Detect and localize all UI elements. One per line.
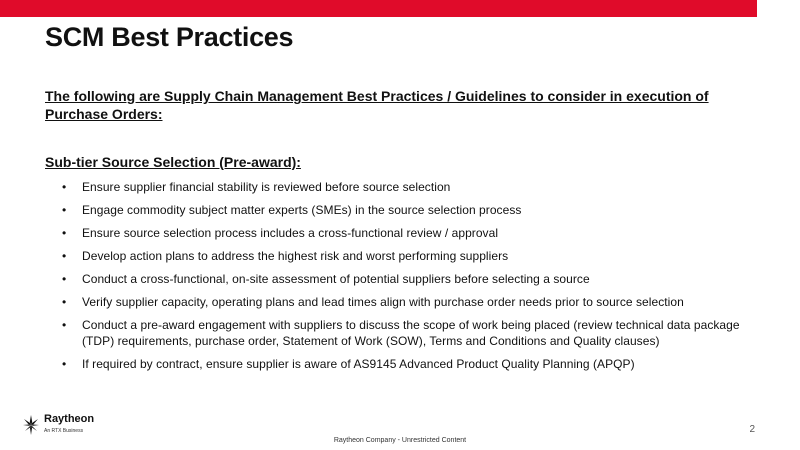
bullet-item	[62, 317, 762, 349]
bullet-text: Engage commodity subject matter experts (SMEs) in the source selection process	[82, 203, 522, 217]
bullet-symbol: •	[62, 318, 67, 332]
logo-wordmark: Raytheon	[44, 413, 95, 425]
starburst-logo-icon	[22, 414, 40, 436]
bullet-item	[62, 179, 762, 195]
bullet-text: Ensure supplier financial stability is reviewed before source selection	[82, 180, 451, 194]
bullet-item	[62, 248, 762, 264]
bullet-symbol: •	[62, 180, 67, 194]
bullet-symbol: •	[62, 295, 67, 309]
page-number: 2	[749, 424, 755, 435]
intro-text: The following are Supply Chain Management Best Practices / Guidelines to consider in execution of Purchase Orders:	[45, 88, 709, 122]
bullet-symbol: •	[62, 357, 67, 371]
bullet-symbol: •	[62, 226, 67, 240]
bullet-symbol: •	[62, 249, 67, 263]
bullet-symbol: •	[62, 272, 67, 286]
bullet-item	[62, 225, 762, 241]
logo-tagline: An RTX Business	[44, 428, 84, 434]
bullet-text: Conduct a cross-functional, on-site assessment of potential suppliers before selecting a source	[82, 272, 590, 286]
bullet-text: Develop action plans to address the highest risk and worst performing suppliers	[82, 249, 509, 263]
bullet-item	[62, 202, 762, 218]
raytheon-logo	[22, 412, 102, 440]
bullet-item	[62, 271, 762, 287]
slide-title: SCM Best Practices	[45, 22, 294, 52]
bullet-text: Ensure source selection process includes a cross-functional review / approval	[82, 226, 499, 240]
top-accent-bar	[0, 0, 757, 17]
bullet-list	[62, 179, 762, 379]
bullet-text: Verify supplier capacity, operating plans and lead times align with purchase order needs prior to source selection	[82, 295, 684, 309]
bullet-text: If required by contract, ensure supplier is aware of AS9145 Advanced Product Quality Planning (APQP)	[82, 357, 635, 371]
footer-classification: Raytheon Company - Unrestricted Content	[333, 437, 467, 444]
bullet-item	[62, 356, 762, 372]
bullet-text: Conduct a pre-award engagement with suppliers to discuss the scope of work being placed (review technical data package (TDP) requirements, purchase order, Statement of Work (SOW), Terms and Conditions and Quality clauses)	[82, 318, 740, 348]
section-heading: Sub-tier Source Selection (Pre-award):	[45, 154, 301, 170]
bullet-symbol: •	[62, 203, 67, 217]
bullet-item	[62, 294, 762, 310]
